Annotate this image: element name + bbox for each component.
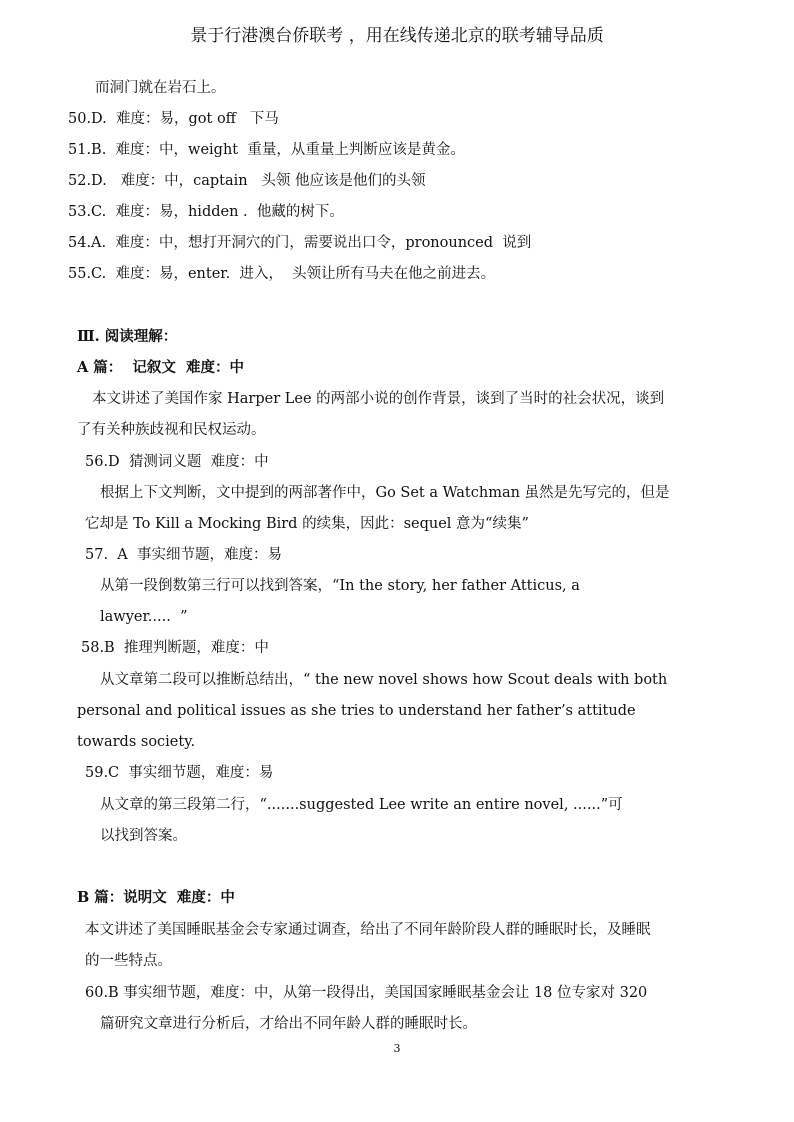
cloze-answer-51: 51.B. 难度：中，weight 重量，从重量上判断应该是黄金。	[68, 142, 465, 158]
q59-label: 59.C 事实细节题，难度：易	[85, 765, 274, 781]
passage-a-summary-line-2: 了有关种族歧视和民权运动。	[77, 422, 266, 438]
section-title: Ⅲ. 阅读理解：	[77, 328, 178, 345]
q57-body-line-2: lawyer..... ”	[100, 609, 188, 625]
q60-body-line-1: 篇研究文章进行分析后，才给出不同年龄人群的睡眠时长。	[100, 1016, 477, 1032]
q58-body-line-2: personal and political issues as she tries to understand her father’s attitude	[77, 703, 636, 719]
passage-b-heading: B 篇：说明文 难度：中	[77, 889, 235, 906]
q59-body-line-1: 从文章的第三段第二行，“.......suggested Lee write an entire novel, ......”可	[100, 797, 623, 813]
q59-body-line-2: 以找到答案。	[100, 828, 187, 844]
q57-body-line-1: 从第一段倒数第三行可以找到答案，“In the story, her father Atticus, a	[100, 578, 580, 594]
q56-label: 56.D 猜测词义题 难度：中	[85, 454, 269, 470]
q58-body-line-3: towards society.	[77, 734, 196, 750]
page-number: 3	[393, 1042, 401, 1055]
cloze-tail-text: 而洞门就在岩石上。	[95, 80, 226, 96]
passage-b-summary-line-2: 的一些特点。	[85, 953, 172, 969]
passage-a-summary-line-1: 本文讲述了美国作家 Harper Lee 的两部小说的创作背景，谈到了当时的社会状况，谈到	[92, 391, 665, 407]
cloze-answer-55: 55.C. 难度：易，enter. 进入， 头领让所有马夫在他之前进去。	[68, 266, 496, 282]
cloze-answer-52: 52.D. 难度：中，captain 头领 他应该是他们的头领	[68, 173, 426, 189]
passage-b-summary-line-1: 本文讲述了美国睡眠基金会专家通过调查，给出了不同年龄阶段人群的睡眠时长，及睡眠	[85, 922, 651, 938]
q58-label: 58.B 推理判断题，难度：中	[81, 640, 269, 656]
q56-body-line-2: 它却是 To Kill a Mocking Bird 的续集，因此：sequel 意为“续集”	[85, 516, 529, 532]
passage-a-heading: A 篇： 记叙文 难度：中	[77, 359, 244, 376]
page-header: 景于行港澳台侨联考 ，用在线传递北京的联考辅导品质	[190, 26, 604, 46]
q56-body-line-1: 根据上下文判断，文中提到的两部著作中，Go Set a Watchman 虽然是先写完的，但是	[100, 485, 670, 501]
cloze-answer-54: 54.A. 难度：中，想打开洞穴的门，需要说出口令，pronounced 说到	[68, 235, 532, 251]
q57-label: 57. A 事实细节题，难度：易	[85, 547, 282, 563]
q60-label: 60.B 事实细节题，难度：中，从第一段得出，美国国家睡眠基金会让 18 位专家对 320	[85, 985, 648, 1001]
q58-body-line-1: 从文章第二段可以推断总结出，“ the new novel shows how Scout deals with both	[100, 672, 668, 688]
cloze-answer-53: 53.C. 难度：易，hidden . 他藏的树下。	[68, 204, 344, 220]
cloze-answer-50: 50.D. 难度：易，got off 下马	[68, 111, 279, 127]
